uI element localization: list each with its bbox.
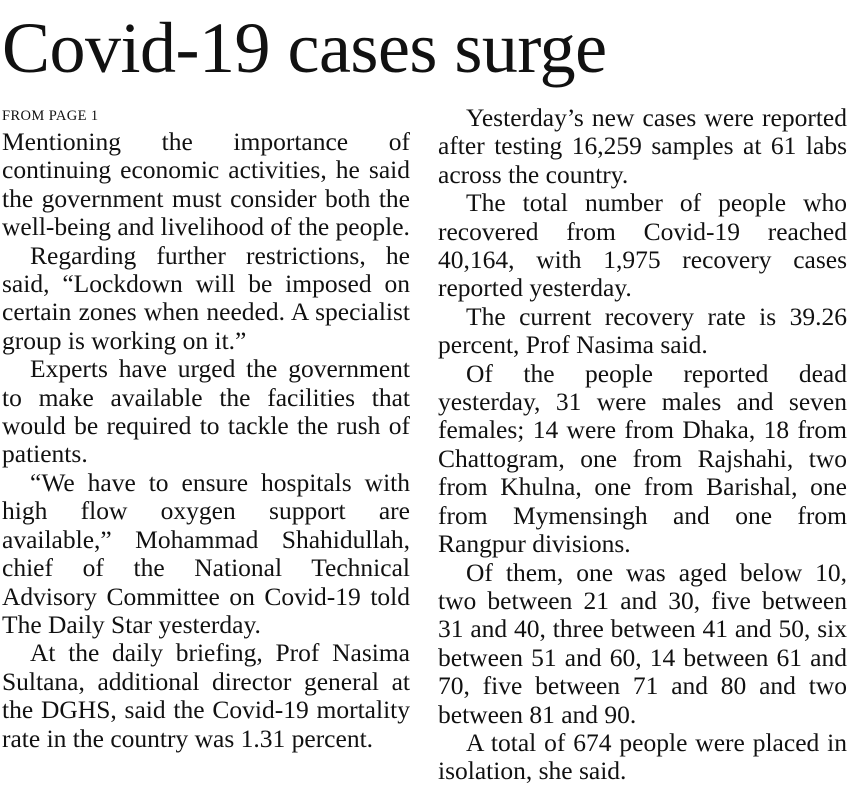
continuation-kicker: FROM PAGE 1 <box>2 108 99 124</box>
paragraph: “We have to ensure hospitals with high flow oxygen support are available,” Mohammad Shahidullah, chief of the National Technical Advisory Committee on Covid-19 told The Daily Star yesterday. <box>2 467 410 639</box>
paragraph: Of the people reported dead yesterday, 31 were males and seven females; 14 were from Dhaka, 18 from Chattogram, one from Rajshahi, two from Khulna, one from Barishal, one from Mymensingh and one from Rangpur divisions. <box>438 358 847 559</box>
paragraph: Experts have urged the government to make available the facilities that would be required to tackle the rush of patients. <box>2 354 410 469</box>
article-column-left <box>2 104 410 753</box>
paragraph: Yesterday’s new cases were reported after testing 16,259 samples at 61 labs across the country. <box>438 103 847 189</box>
paragraph: At the daily briefing, Prof Nasima Sultana, additional director general at the DGHS, said the Covid-19 mortality rate in the country was 1.31 percent. <box>2 638 410 753</box>
headline: Covid-19 cases surge <box>2 8 607 88</box>
paragraph: Regarding further restrictions, he said, “Lockdown will be imposed on certain zones when needed. A specialist group is working on it.” <box>2 240 410 355</box>
article-column-right <box>438 104 847 786</box>
paragraph: Of them, one was aged below 10, two between 21 and 30, five between 31 and 40, three between 41 and 50, six between 51 and 60, 14 between 61 and 70, five between 71 and 80 and two between 81 and 90. <box>438 557 847 729</box>
paragraph: The total number of people who recovered from Covid-19 reached 40,164, with 1,975 recovery cases reported yesterday. <box>438 188 847 303</box>
paragraph: The current recovery rate is 39.26 percent, Prof Nasima said. <box>438 301 847 360</box>
paragraph: Mentioning the importance of continuing economic activities, he said the government must consider both the well-being and livelihood of the people. <box>2 127 410 242</box>
paragraph: A total of 674 people were placed in isolation, she said. <box>438 727 847 786</box>
